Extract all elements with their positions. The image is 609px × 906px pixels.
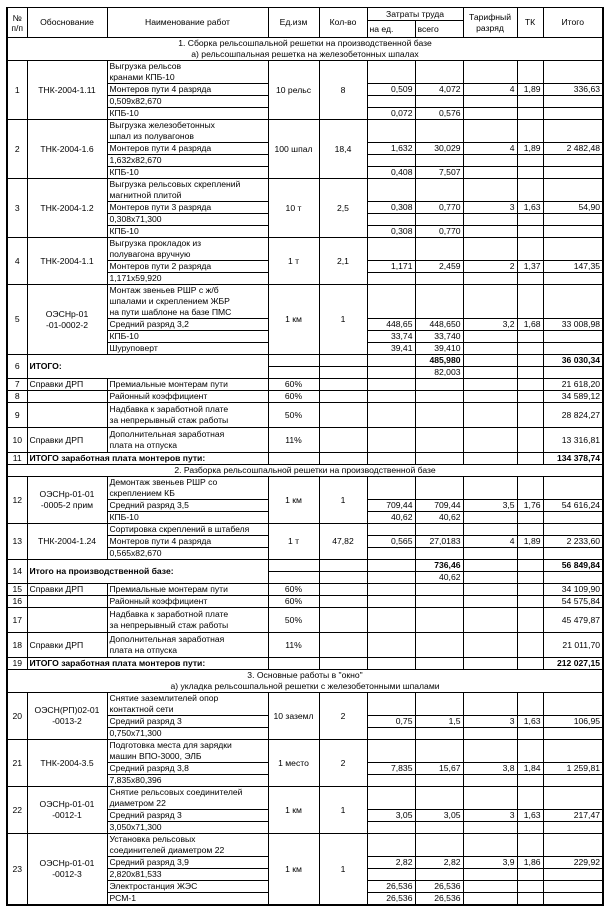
subtotal-row	[7, 560, 603, 572]
quantity: 2	[319, 693, 367, 740]
col-header-grade: Тарифный разряд	[463, 8, 517, 38]
quantity: 2,1	[319, 238, 367, 285]
labor-total: 40,62	[415, 512, 463, 524]
labor-per-unit: 0,308	[367, 226, 415, 238]
basis-code: Справки ДРП	[27, 633, 107, 658]
labor-per-unit: 1,632	[367, 143, 415, 155]
work-name: Премиальные монтерам пути	[107, 584, 268, 596]
row-total: 217,47	[543, 810, 603, 822]
row-number: 14	[7, 560, 27, 584]
labor-per-unit: 3,05	[367, 810, 415, 822]
work-name: Подготовка места для зарядки	[107, 740, 268, 752]
work-name: Премиальные монтерам пути	[107, 379, 268, 391]
labor-total: 2,82	[415, 857, 463, 869]
basis-code: ОЭСНр-01-01 -0005-2 прим	[27, 477, 107, 524]
machine-line: РСМ-1	[107, 893, 268, 906]
table-row	[7, 787, 603, 799]
work-name: Монтаж звеньев РШР с ж/б	[107, 285, 268, 297]
row-total: 33 008,98	[543, 319, 603, 331]
percent: 50%	[268, 608, 319, 633]
unit: 1 т	[268, 524, 319, 560]
basis-code: ТНК-2004-1.6	[27, 120, 107, 179]
basis-code: ТНК-2004-1.2	[27, 179, 107, 238]
grade: 3,8	[463, 763, 517, 775]
labor-per-unit: 0,408	[367, 167, 415, 179]
quantity: 8	[319, 61, 367, 120]
work-name: Снятие заземлителей опор	[107, 693, 268, 705]
unit: 10 рельс	[268, 61, 319, 120]
table-row	[7, 608, 603, 633]
work-name: Демонтаж звеньев РШР со	[107, 477, 268, 489]
tk: 1,76	[517, 500, 543, 512]
row-number: 6	[7, 355, 27, 379]
table-row	[7, 285, 603, 297]
worker-line: Монтеров пути 4 разряда	[107, 143, 268, 155]
work-name: Выгрузка рельсов	[107, 61, 268, 73]
row-number: 15	[7, 584, 27, 596]
labor-total: 26,536	[415, 881, 463, 893]
grade: 3	[463, 810, 517, 822]
labor-cost-table-document	[6, 7, 604, 906]
work-name: шпалами и скреплением ЖБР	[107, 296, 268, 307]
formula: 3,050x71,300	[107, 822, 268, 834]
work-name: скреплением КБ	[107, 488, 268, 500]
grade: 3,2	[463, 319, 517, 331]
unit: 100 шпал	[268, 120, 319, 179]
work-name: магнитной плитой	[107, 190, 268, 202]
labor-total: 448,650	[415, 319, 463, 331]
quantity: 1	[319, 787, 367, 834]
col-header-tk: ТК	[517, 8, 543, 38]
table-row	[7, 740, 603, 752]
row-total: 28 824,27	[543, 403, 603, 428]
col-header-basis: Обоснование	[27, 8, 107, 38]
row-total: 2 482,48	[543, 143, 603, 155]
work-name: диаметром 22	[107, 798, 268, 810]
unit: 1 место	[268, 740, 319, 787]
row-total: 54 575,84	[543, 596, 603, 608]
row-number: 18	[7, 633, 27, 658]
row-total: 34 109,90	[543, 584, 603, 596]
work-name: Дополнительная заработная плата на отпуска	[107, 428, 268, 453]
total-label: ИТОГО заработная плата монтеров пути:	[27, 453, 268, 465]
row-number: 7	[7, 379, 27, 391]
labor-per-unit: 26,536	[367, 893, 415, 906]
worker-line: Средний разряд 3,9	[107, 857, 268, 869]
labor-total: 485,980	[415, 355, 463, 367]
worker-line: Монтеров пути 2 разряда	[107, 261, 268, 273]
basis-code: Справки ДРП	[27, 428, 107, 453]
labor-per-unit: 0,75	[367, 716, 415, 728]
quantity: 47,82	[319, 524, 367, 560]
row-number: 5	[7, 285, 27, 355]
work-name: Выгрузка железобетонных	[107, 120, 268, 132]
work-name: шпал из полувагонов	[107, 131, 268, 143]
quantity: 2,5	[319, 179, 367, 238]
basis-code: Справки ДРП	[27, 379, 107, 391]
table-row	[7, 596, 603, 608]
tk: 1,68	[517, 319, 543, 331]
basis-code: ОЭСНр-01 -01-0002-2	[27, 285, 107, 355]
row-total: 21 011,70	[543, 633, 603, 658]
tk: 1,89	[517, 84, 543, 96]
work-name: Надбавка к заработной плате за непрерывный стаж работы	[107, 608, 268, 633]
labor-total: 0,770	[415, 226, 463, 238]
unit: 1 км	[268, 285, 319, 355]
labor-per-unit: 0,308	[367, 202, 415, 214]
formula: 1,171x59,920	[107, 273, 268, 285]
quantity: 2	[319, 740, 367, 787]
col-header-name: Наименование работ	[107, 8, 268, 38]
row-total: 134 378,74	[543, 453, 603, 465]
row-total: 1 259,81	[543, 763, 603, 775]
row-total: 106,95	[543, 716, 603, 728]
basis-code: ОЭСНр-01-01 -0012-1	[27, 787, 107, 834]
labor-per-unit: 2,82	[367, 857, 415, 869]
section-title: 3. Основные работы в "окно"	[7, 670, 603, 682]
labor-per-unit: 26,536	[367, 881, 415, 893]
row-number: 1	[7, 61, 27, 120]
basis-code: ОЭСНр-01-01 -0012-3	[27, 834, 107, 906]
percent: 60%	[268, 379, 319, 391]
labor-per-unit: 0,509	[367, 84, 415, 96]
work-name: Сортировка скреплений в штабеля	[107, 524, 268, 536]
work-name: полувагона вручную	[107, 249, 268, 261]
labor-total: 40,62	[415, 572, 463, 584]
table-row	[7, 524, 603, 536]
worker-line: Средний разряд 3	[107, 716, 268, 728]
work-name: Надбавка к заработной плате за непрерывный стаж работы	[107, 403, 268, 428]
subtotal-row	[7, 355, 603, 367]
row-number: 17	[7, 608, 27, 633]
basis-code: ОЭСН(РП)02-01 -0013-2	[27, 693, 107, 740]
labor-total: 4,072	[415, 84, 463, 96]
grade: 3	[463, 202, 517, 214]
row-total: 13 316,81	[543, 428, 603, 453]
row-number: 3	[7, 179, 27, 238]
row-total: 45 479,87	[543, 608, 603, 633]
percent: 60%	[268, 596, 319, 608]
formula: 2,820x81,533	[107, 869, 268, 881]
labor-total: 26,536	[415, 893, 463, 906]
labor-total: 0,770	[415, 202, 463, 214]
labor-per-unit: 39,41	[367, 343, 415, 355]
row-number: 16	[7, 596, 27, 608]
total-row	[7, 658, 603, 670]
work-name: контактной сети	[107, 704, 268, 716]
grade: 3,9	[463, 857, 517, 869]
basis-code: ТНК-2004-3.5	[27, 740, 107, 787]
worker-line: Средний разряд 3,8	[107, 763, 268, 775]
col-header-unit: Ед.изм	[268, 8, 319, 38]
labor-per-unit: 40,62	[367, 512, 415, 524]
percent: 60%	[268, 584, 319, 596]
worker-line: Монтеров пути 3 разряда	[107, 202, 268, 214]
total-row	[7, 453, 603, 465]
percent: 50%	[268, 403, 319, 428]
row-total: 56 849,84	[543, 560, 603, 572]
subtotal-label: ИТОГО:	[27, 355, 268, 379]
worker-line: Средний разряд 3	[107, 810, 268, 822]
tk: 1,89	[517, 536, 543, 548]
table-row	[7, 61, 603, 73]
machine-line: Шуруповерт	[107, 343, 268, 355]
machine-line: КПБ-10	[107, 512, 268, 524]
percent: 11%	[268, 428, 319, 453]
subtotal-label: Итого на производственной базе:	[27, 560, 268, 584]
section-subtitle: а) укладка рельсошпальной решетки с железобетонными шпалами	[7, 681, 603, 693]
labor-per-unit: 448,65	[367, 319, 415, 331]
work-name: на пути шаблоне на базе ПМС	[107, 307, 268, 319]
worker-line: Средний разряд 3,5	[107, 500, 268, 512]
unit: 10 т	[268, 179, 319, 238]
row-number: 19	[7, 658, 27, 670]
table-row	[7, 120, 603, 132]
section-title: 1. Сборка рельсошпальной решетки на производственной базе	[7, 38, 603, 50]
tk: 1,63	[517, 716, 543, 728]
unit: 1 км	[268, 787, 319, 834]
formula: 0,750x71,300	[107, 728, 268, 740]
table-row	[7, 179, 603, 191]
row-total: 36 030,34	[543, 355, 603, 367]
quantity: 1	[319, 285, 367, 355]
unit: 10 заземл	[268, 693, 319, 740]
labor-total: 39,410	[415, 343, 463, 355]
unit: 1 т	[268, 238, 319, 285]
labor-total: 30,029	[415, 143, 463, 155]
grade: 2	[463, 261, 517, 273]
formula: 7,835x80,396	[107, 775, 268, 787]
work-name: Районный коэффициент	[107, 391, 268, 403]
row-total: 212 027,15	[543, 658, 603, 670]
tk: 1,84	[517, 763, 543, 775]
row-total: 54 616,24	[543, 500, 603, 512]
labor-per-unit: 0,565	[367, 536, 415, 548]
labor-total: 82,003	[415, 367, 463, 379]
work-name: машин ВПО-3000, ЭЛБ	[107, 751, 268, 763]
row-number: 12	[7, 477, 27, 524]
work-name: Выгрузка рельсовых скреплений	[107, 179, 268, 191]
unit: 1 км	[268, 477, 319, 524]
percent: 11%	[268, 633, 319, 658]
worker-line: Монтеров пути 4 разряда	[107, 536, 268, 548]
labor-total: 736,46	[415, 560, 463, 572]
work-name: Выгрузка прокладок из	[107, 238, 268, 250]
work-name: Дополнительная заработная плата на отпуска	[107, 633, 268, 658]
percent: 60%	[268, 391, 319, 403]
col-header-labor: Затраты труда	[367, 8, 463, 21]
basis-code: Справки ДРП	[27, 584, 107, 596]
table-row	[7, 403, 603, 428]
machine-line: Электростанция ЖЭС	[107, 881, 268, 893]
labor-per-unit: 7,835	[367, 763, 415, 775]
labor-per-unit: 33,74	[367, 331, 415, 343]
labor-cost-table	[6, 7, 604, 906]
basis-code: ТНК-2004-1.24	[27, 524, 107, 560]
labor-total: 2,459	[415, 261, 463, 273]
table-row	[7, 834, 603, 846]
basis-code: ТНК-2004-1.1	[27, 238, 107, 285]
row-number: 4	[7, 238, 27, 285]
labor-total: 7,507	[415, 167, 463, 179]
grade: 3	[463, 716, 517, 728]
quantity: 1	[319, 477, 367, 524]
labor-total: 1,5	[415, 716, 463, 728]
tk: 1,63	[517, 202, 543, 214]
table-row	[7, 693, 603, 705]
table-row	[7, 477, 603, 489]
grade: 4	[463, 536, 517, 548]
labor-per-unit: 0,072	[367, 108, 415, 120]
section-title: 2. Разборка рельсошпальной решетки на производственной базе	[7, 465, 603, 477]
col-header-num: № п/п	[7, 8, 27, 38]
row-number: 9	[7, 403, 27, 428]
col-header-per-unit: на ед.	[367, 21, 415, 38]
work-name: кранами КПБ-10	[107, 72, 268, 84]
table-row	[7, 391, 603, 403]
labor-total: 27,0183	[415, 536, 463, 548]
row-total: 229,92	[543, 857, 603, 869]
row-number: 8	[7, 391, 27, 403]
tk: 1,37	[517, 261, 543, 273]
worker-line: Монтеров пути 4 разряда	[107, 84, 268, 96]
row-total: 147,35	[543, 261, 603, 273]
total-label: ИТОГО заработная плата монтеров пути:	[27, 658, 268, 670]
table-row	[7, 238, 603, 250]
row-number: 13	[7, 524, 27, 560]
work-name: Установка рельсовых	[107, 834, 268, 846]
formula: 0,565x82,670	[107, 548, 268, 560]
row-number: 22	[7, 787, 27, 834]
col-header-total-labor: всего	[415, 21, 463, 38]
col-header-total: Итого	[543, 8, 603, 38]
table-row	[7, 428, 603, 453]
section-subtitle: а) рельсошпальная решетка на железобетонных шпалах	[7, 49, 603, 61]
labor-total: 3,05	[415, 810, 463, 822]
row-number: 20	[7, 693, 27, 740]
grade: 4	[463, 143, 517, 155]
basis-code: ТНК-2004-1.11	[27, 61, 107, 120]
work-name: соединителей диаметром 22	[107, 845, 268, 857]
row-total: 21 618,20	[543, 379, 603, 391]
work-name: Районный коэффициент	[107, 596, 268, 608]
machine-line: КПБ-10	[107, 167, 268, 179]
quantity: 1	[319, 834, 367, 906]
labor-per-unit: 709,44	[367, 500, 415, 512]
row-number: 21	[7, 740, 27, 787]
row-number: 2	[7, 120, 27, 179]
machine-line: КПБ-10	[107, 331, 268, 343]
quantity: 18,4	[319, 120, 367, 179]
row-total: 54,90	[543, 202, 603, 214]
formula: 0,308x71,300	[107, 214, 268, 226]
row-number: 23	[7, 834, 27, 906]
labor-per-unit: 1,171	[367, 261, 415, 273]
tk: 1,86	[517, 857, 543, 869]
labor-total: 709,44	[415, 500, 463, 512]
row-total: 34 589,12	[543, 391, 603, 403]
tk: 1,63	[517, 810, 543, 822]
labor-total: 33,740	[415, 331, 463, 343]
grade: 4	[463, 84, 517, 96]
table-row	[7, 379, 603, 391]
machine-line: КПБ-10	[107, 108, 268, 120]
row-total: 2 233,60	[543, 536, 603, 548]
table-row	[7, 584, 603, 596]
row-number: 10	[7, 428, 27, 453]
labor-total: 0,576	[415, 108, 463, 120]
row-number: 11	[7, 453, 27, 465]
work-name: Снятие рельсовых соединителей	[107, 787, 268, 799]
formula: 1,632x82,670	[107, 155, 268, 167]
unit: 1 км	[268, 834, 319, 906]
machine-line: КПБ-10	[107, 226, 268, 238]
table-row	[7, 633, 603, 658]
col-header-qty: Кол-во	[319, 8, 367, 38]
grade: 3,5	[463, 500, 517, 512]
labor-total: 15,67	[415, 763, 463, 775]
worker-line: Средний разряд 3,2	[107, 319, 268, 331]
tk: 1,89	[517, 143, 543, 155]
formula: 0,509x82,670	[107, 96, 268, 108]
row-total: 336,63	[543, 84, 603, 96]
